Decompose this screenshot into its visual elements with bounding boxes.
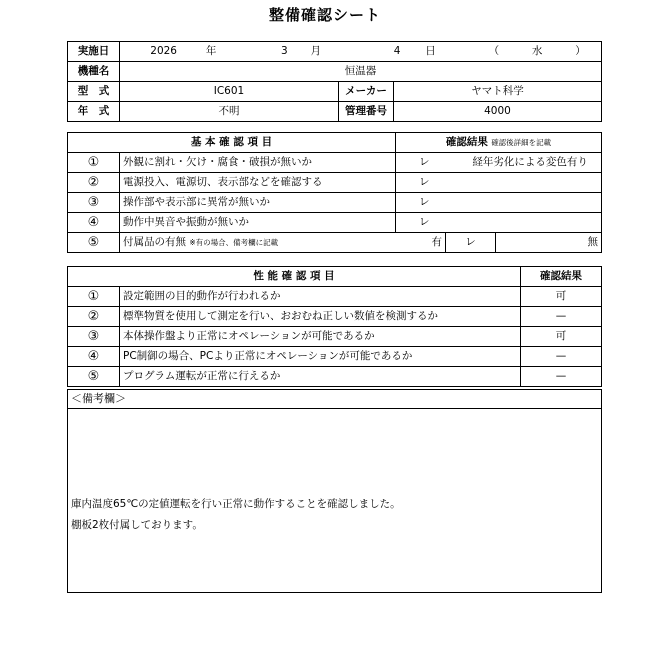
remarks-header: ＜備考欄＞ <box>71 392 126 405</box>
page-title: 整備確認シート <box>268 6 381 24</box>
perf-num: ① <box>68 287 120 307</box>
basic-result <box>396 173 602 193</box>
perf-check-table <box>67 266 602 387</box>
basic-num: ④ <box>68 213 120 233</box>
weekday-open: （ <box>488 45 500 57</box>
basic-header-result <box>396 133 602 153</box>
basic-result-note: 確認後詳細を記載 <box>491 138 552 147</box>
day-value: 4 <box>393 45 401 57</box>
perf-result: 可 <box>521 327 602 347</box>
accessory-check: レ <box>446 233 496 253</box>
basic-num: ① <box>68 153 120 173</box>
perf-header-items: 性 能 確 認 項 目 <box>68 267 521 287</box>
perf-item: 本体操作盤より正常にオペレーションが可能であるか <box>120 327 521 347</box>
model-value: 恒温器 <box>120 62 602 82</box>
model-label: 機種名 <box>68 62 120 82</box>
remarks-line: 棚板2枚付属しております。 <box>71 519 203 531</box>
remarks-line: 庫内温度65℃の定値運転を行い正常に動作することを確認しました。 <box>71 498 401 510</box>
remarks-text <box>71 494 401 536</box>
basic-item: 外観に割れ・欠け・腐食・破損が無いか <box>120 153 396 173</box>
basic-result <box>396 153 602 173</box>
basic-header-items: 基 本 確 認 項 目 <box>68 133 396 153</box>
weekday-value: 水 <box>531 45 543 57</box>
type-value: IC601 <box>120 82 339 102</box>
basic-item <box>120 233 446 253</box>
basic-result <box>396 193 602 213</box>
day-unit: 日 <box>425 45 436 57</box>
info-table <box>67 41 602 122</box>
date-label: 実施日 <box>68 42 120 62</box>
date-value <box>120 42 602 62</box>
mgmt-label: 管理番号 <box>339 102 394 122</box>
month-unit: 月 <box>310 45 322 57</box>
remarks-box <box>67 389 602 593</box>
basic-check: レ <box>419 216 430 228</box>
basic-check: レ <box>419 176 430 188</box>
perf-num: ② <box>68 307 120 327</box>
basic-check: レ <box>419 156 430 168</box>
perf-item: PC制御の場合、PCより正常にオペレーションが可能であるか <box>120 347 521 367</box>
perf-num: ③ <box>68 327 120 347</box>
month-value: 3 <box>281 45 288 57</box>
basic-result-label: 確認結果 <box>445 136 488 148</box>
basic-check: レ <box>419 196 430 208</box>
basic-item: 動作中異音や振動が無いか <box>120 213 396 233</box>
basic-num: ② <box>68 173 120 193</box>
basic-check-table <box>67 132 602 253</box>
year-type-label: 年 式 <box>68 102 120 122</box>
maker-label: メーカー <box>339 82 394 102</box>
type-label: 型 式 <box>68 82 120 102</box>
perf-item: プログラム運転が正常に行えるか <box>120 367 521 387</box>
basic-num: ⑤ <box>68 233 120 253</box>
basic-num: ③ <box>68 193 120 213</box>
weekday-close: ） <box>575 45 586 57</box>
year-unit: 年 <box>205 45 217 57</box>
accessory-label: 付属品の有無 <box>123 236 186 248</box>
year-value: 2026 <box>150 45 177 57</box>
perf-num: ⑤ <box>68 367 120 387</box>
year-type-value: 不明 <box>120 102 339 122</box>
accessory-no: 無 <box>496 233 602 253</box>
perf-num: ④ <box>68 347 120 367</box>
maker-value: ヤマト科学 <box>394 82 602 102</box>
remarks-divider <box>68 408 601 409</box>
basic-result <box>396 213 602 233</box>
mgmt-value: 4000 <box>394 102 602 122</box>
perf-result: 可 <box>521 287 602 307</box>
accessory-yes: 有 <box>431 236 442 248</box>
perf-result: — <box>521 307 602 327</box>
perf-result: — <box>521 367 602 387</box>
basic-item: 操作部や表示部に異常が無いか <box>120 193 396 213</box>
perf-item: 設定範囲の目的動作が行われるか <box>120 287 521 307</box>
perf-result: — <box>521 347 602 367</box>
basic-detail: 経年劣化による変色有り <box>472 156 588 168</box>
basic-item: 電源投入、電源切、表示部などを確認する <box>120 173 396 193</box>
perf-header-result: 確認結果 <box>521 267 602 287</box>
accessory-note: ※有の場合、備考欄に記載 <box>189 238 279 247</box>
perf-item: 標準物質を使用して測定を行い、おおむね正しい数値を検測するか <box>120 307 521 327</box>
